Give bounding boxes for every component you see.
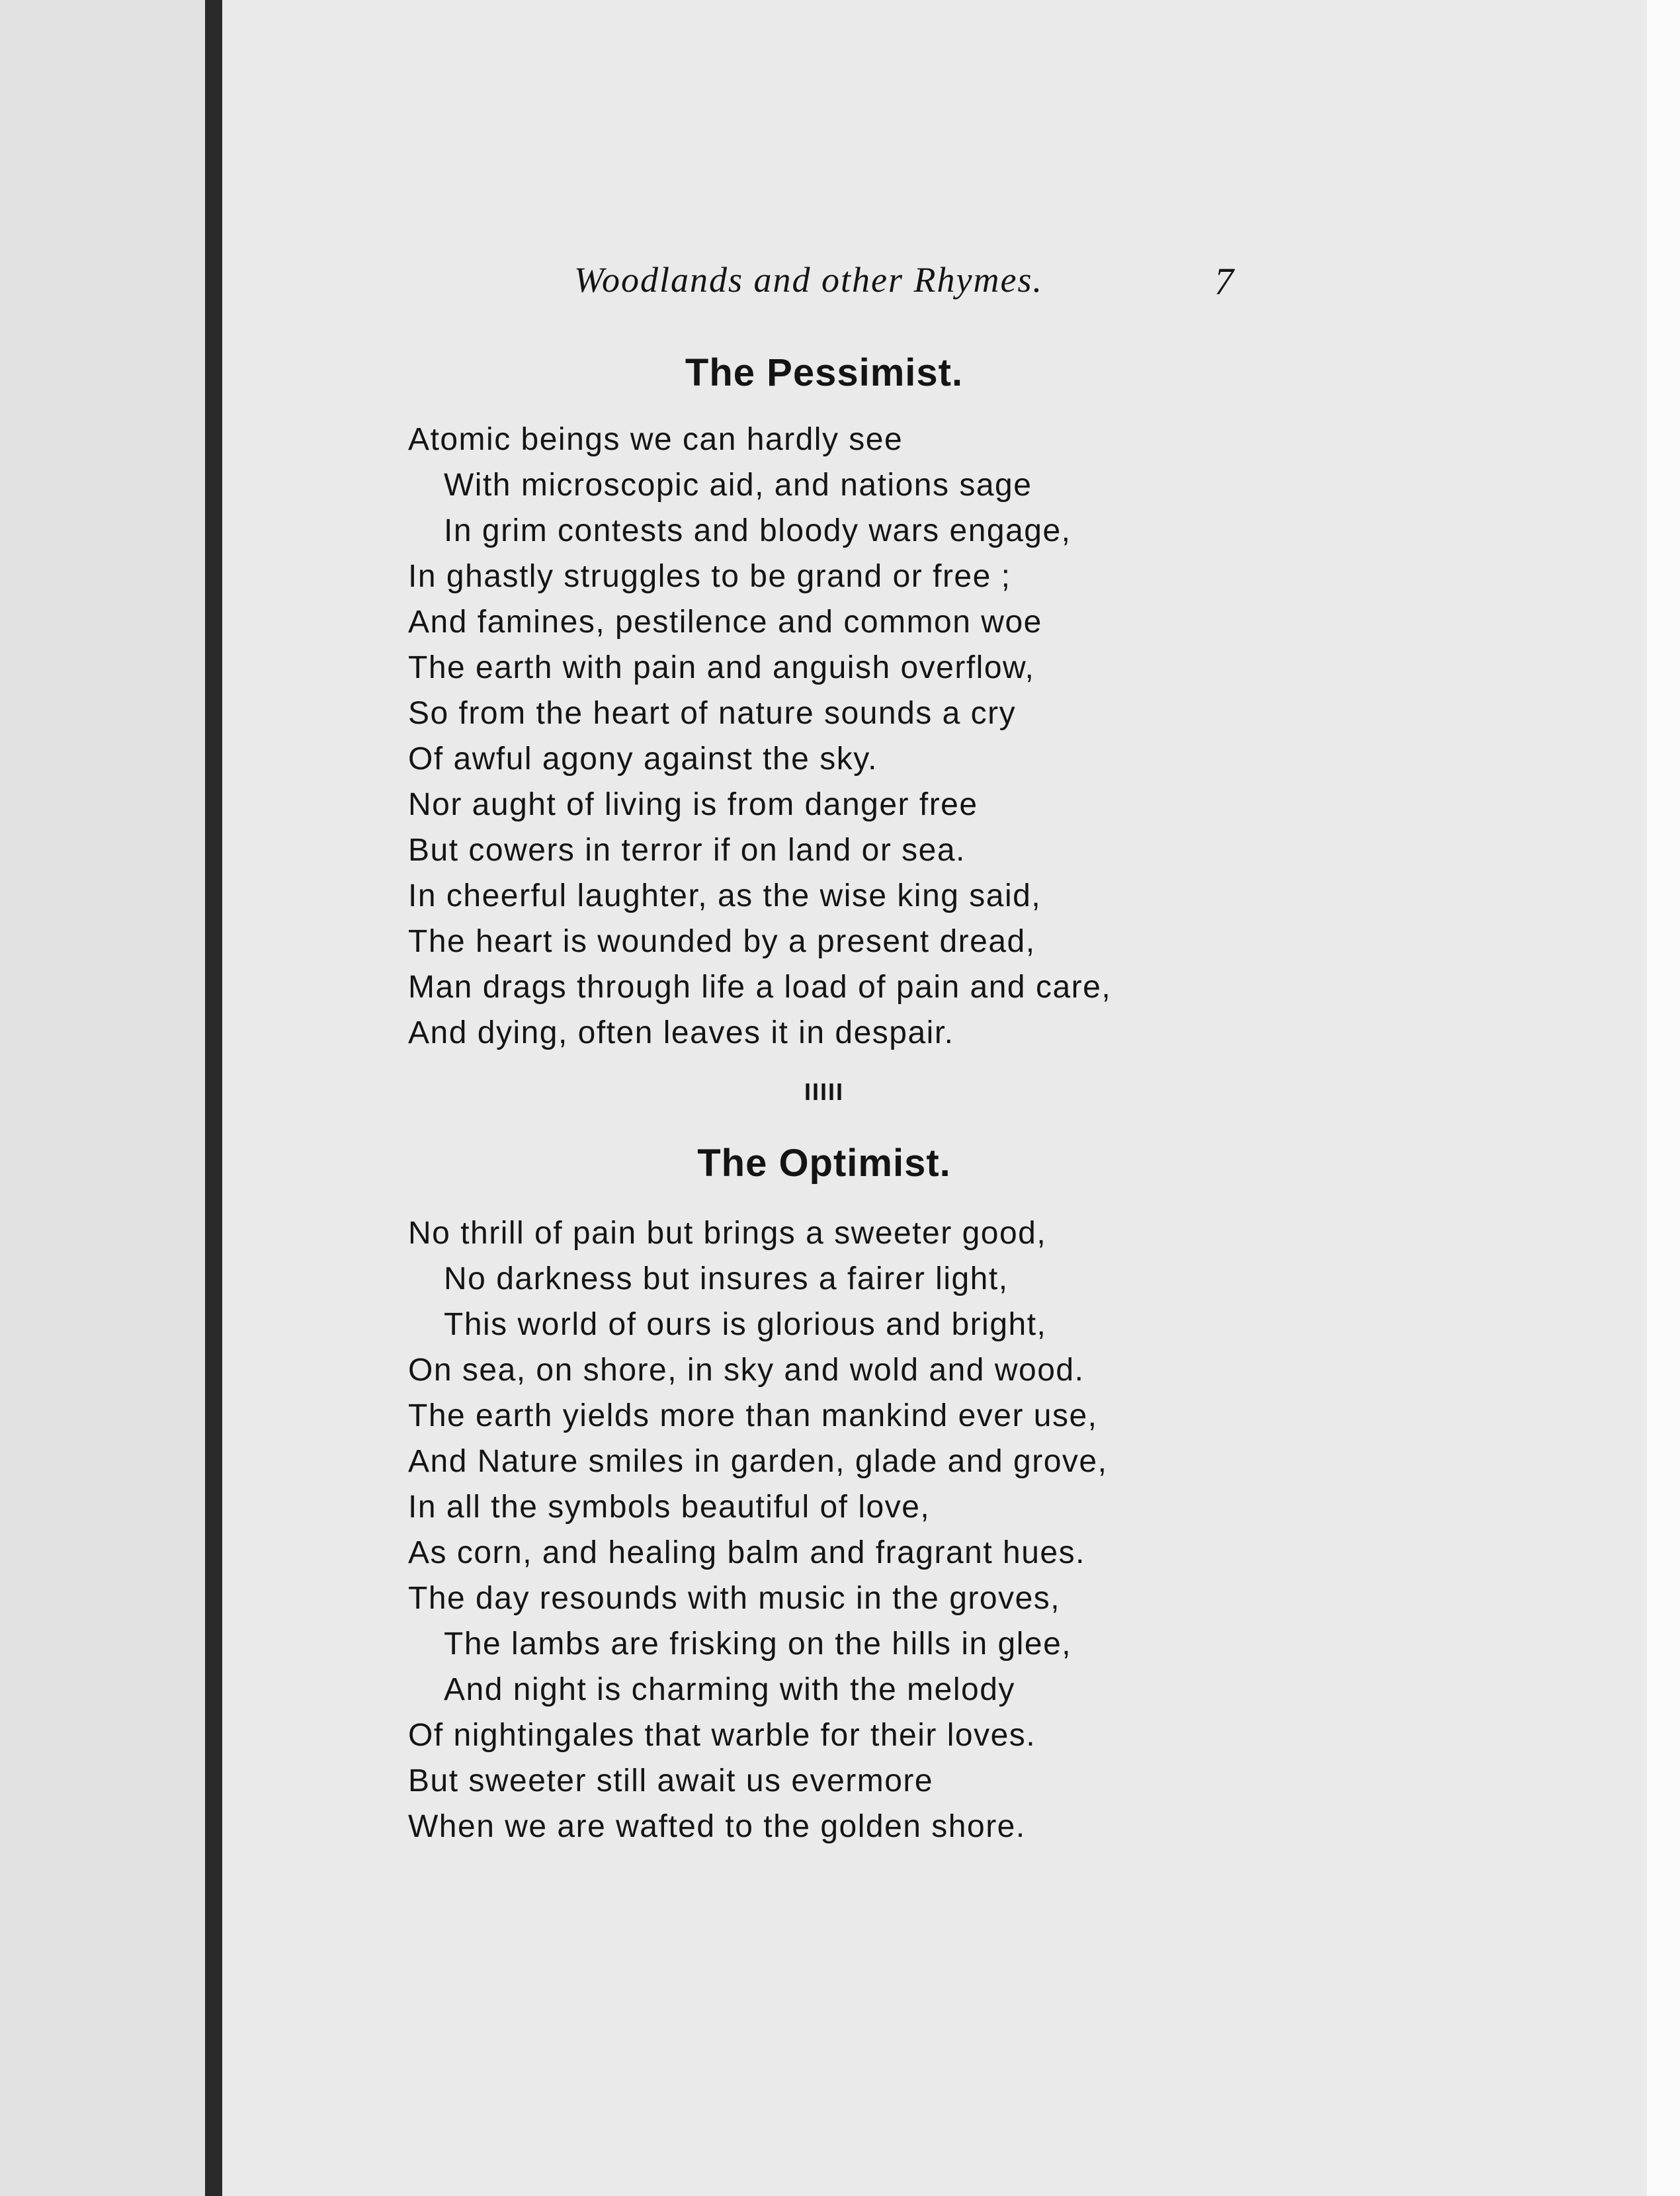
running-title: Woodlands and other Rhymes.	[574, 260, 1043, 300]
section-divider: IIIII	[804, 1078, 845, 1105]
poem-line: No darkness but insures a fairer light,	[444, 1261, 1009, 1296]
poem-line: Of nightingales that warble for their loves.	[408, 1718, 1036, 1753]
book-page	[222, 0, 1647, 2196]
poem-line: Atomic beings we can hardly see	[408, 422, 903, 457]
binding-edge	[205, 0, 222, 2196]
poem-line: The day resounds with music in the groves,	[408, 1581, 1061, 1616]
poem-line: The heart is wounded by a present dread,	[408, 924, 1036, 959]
poem-line: The lambs are frisking on the hills in glee,	[444, 1626, 1072, 1662]
poem-line: Nor aught of living is from danger free	[408, 787, 978, 822]
poem-title-optimist: The Optimist.	[697, 1142, 951, 1185]
poem-line: And Nature smiles in garden, glade and grove,	[408, 1444, 1108, 1479]
poem-line: As corn, and healing balm and fragrant hues.	[408, 1535, 1085, 1570]
left-margin	[0, 0, 205, 2196]
poem-line: In grim contests and bloody wars engage,	[444, 513, 1071, 548]
poem-title-pessimist: The Pessimist.	[685, 351, 964, 394]
poem-body-optimist	[408, 1210, 1107, 1849]
poem-line: In all the symbols beautiful of love,	[408, 1490, 931, 1525]
poem-body-pessimist	[408, 417, 1111, 1056]
poem-line: And night is charming with the melody	[444, 1672, 1015, 1707]
page-number: 7	[1214, 260, 1234, 303]
poem-line: And dying, often leaves it in despair.	[408, 1015, 954, 1050]
poem-line: Man drags through life a load of pain and care,	[408, 970, 1112, 1005]
poem-line: In cheerful laughter, as the wise king said,	[408, 878, 1042, 913]
poem-line: This world of ours is glorious and bright,	[444, 1307, 1047, 1342]
poem-line: In ghastly struggles to be grand or free ;	[408, 559, 1011, 594]
poem-line: Of awful agony against the sky.	[408, 741, 878, 777]
poem-line: So from the heart of nature sounds a cry	[408, 696, 1017, 731]
poem-line: No thrill of pain but brings a sweeter good,	[408, 1216, 1047, 1251]
poem-line: With microscopic aid, and nations sage	[444, 468, 1032, 503]
poem-line: The earth yields more than mankind ever use,	[408, 1398, 1098, 1433]
poem-line: When we are wafted to the golden shore.	[408, 1809, 1026, 1844]
poem-line: On sea, on shore, in sky and wold and wood.	[408, 1353, 1085, 1388]
poem-line: But sweeter still await us evermore	[408, 1763, 934, 1798]
poem-line: But cowers in terror if on land or sea.	[408, 833, 966, 868]
page-right-edge	[1647, 0, 1680, 2196]
poem-line: The earth with pain and anguish overflow,	[408, 650, 1035, 685]
poem-line: And famines, pestilence and common woe	[408, 605, 1042, 640]
